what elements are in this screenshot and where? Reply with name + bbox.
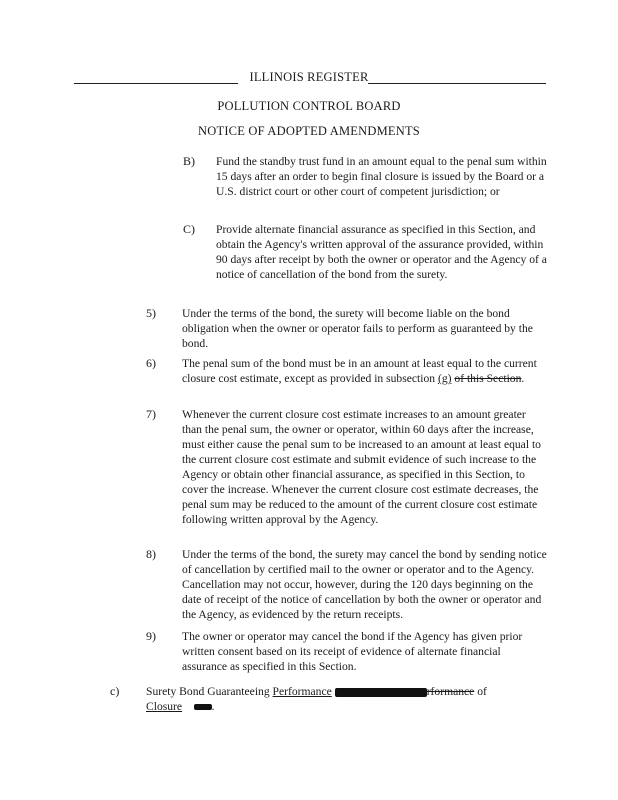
inserted-text: Closure: [146, 700, 183, 713]
item-text: Under the terms of the bond, the surety will become liable on the bond obligation when the owner or operator fails to perform as guaranteed by the bond.: [182, 307, 533, 350]
item-text-plain: The penal sum of the bond must be in an amount at least equal to the current closure cost estimate, except as provided in subsection: [182, 357, 537, 385]
sub-item-text: Provide alternate financial assurance as specified in this Section, and obtain the Agency's written approval of the assurance provided, within 90 days after receipt by both the owner or operator and the Agency of a notice of cancellation of the bond from the surety.: [216, 223, 547, 281]
redaction-mark: [194, 704, 212, 710]
heading-plain: Surety Bond Guaranteeing: [146, 685, 273, 698]
agency-title: POLLUTION CONTROL BOARD: [217, 99, 401, 113]
item-label: 8): [146, 547, 156, 561]
section-label: c): [110, 684, 120, 698]
inserted-text: (g): [437, 372, 452, 385]
sub-item-text: Fund the standby trust fund in an amount equal to the penal sum within 15 days after an order to begin final closure is issued by the Board or a U.S. district court or other court of competent jurisdiction; or: [216, 155, 547, 198]
item-label: 9): [146, 629, 156, 643]
item-label: 6): [146, 356, 156, 370]
item-label: 7): [146, 407, 156, 421]
section-heading-line-1: [146, 684, 546, 699]
heading-end: of: [474, 685, 487, 698]
section-heading-line-2: [146, 699, 546, 714]
item-text: Whenever the current closure cost estimate increases to an amount greater than the penal sum, the owner or operator, within 60 days after the increase, must either cause the penal sum to be increased to an amount at least equal to the current closure cost estimate and submit evidence of such increase to the Agency or obtain other financial assurance, as specified in this Section, to cover the increase. Whenever the current closure cost estimate decreases, the penal sum may be reduced to the amount of the current closure cost estimate following written approval by the Agency.: [182, 408, 541, 526]
item-text: The owner or operator may cancel the bond if the Agency has given prior written consent based on its receipt of evidence of alternate financial assurance as specified in this Section.: [182, 630, 523, 673]
section-heading: [146, 684, 546, 714]
item-text: Under the terms of the bond, the surety may cancel the bond by sending notice of cancellation by certified mail to the owner or operator and to the Agency. Cancellation may not occur, however, during the 120 days beginning on the date of receipt of the notice of cancellation by both the owner or operator and the Agency, as evidenced by the return receipts.: [182, 548, 547, 621]
item-text: [182, 356, 547, 386]
sub-item-label: C): [183, 222, 195, 236]
inserted-text: Performance: [272, 685, 332, 698]
notice-title: NOTICE OF ADOPTED AMENDMENTS: [198, 124, 420, 138]
deleted-text: of this Section: [454, 372, 522, 385]
sub-item-label: B): [183, 154, 195, 168]
item-label: 5): [146, 306, 156, 320]
item-text-end: .: [521, 372, 525, 385]
redaction-mark: [335, 688, 427, 697]
register-title: ILLINOIS REGISTER: [249, 70, 369, 84]
heading-end: .: [211, 700, 215, 713]
deleted-text: rformance: [426, 685, 475, 698]
